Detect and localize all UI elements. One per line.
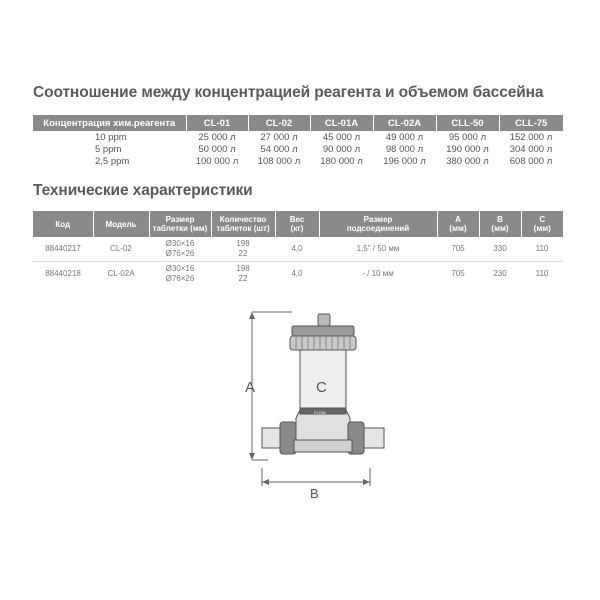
header-tablet-size: Размер таблетки (мм): [149, 211, 211, 237]
table-cell: 27 000 л: [260, 131, 298, 143]
cell-code: 88440218: [45, 269, 81, 278]
table-cell: 45 000 л: [322, 131, 361, 143]
label-b: B: [310, 486, 319, 500]
header-b: B (мм): [479, 211, 521, 237]
table-cell: 380 000 л: [446, 155, 489, 167]
cell-model: CL-02: [93, 237, 149, 262]
model-header-cl-02a: CL-02A: [373, 115, 436, 131]
header-a: A (мм): [437, 211, 479, 237]
row-label: 10 ppm: [95, 131, 127, 143]
concentration-header-label: Концентрация хим.реагента: [33, 115, 186, 131]
chlorinator-dimension-diagram: [230, 300, 390, 500]
section-title-specs: Технические характеристики: [33, 182, 253, 199]
table-cell: 54 000 л: [260, 143, 298, 155]
header-weight: Вес (кг): [275, 211, 319, 237]
header-c: C (мм): [521, 211, 563, 237]
concentration-table: [33, 115, 563, 167]
table-cell: 190 000 л: [446, 143, 489, 155]
model-header-cl-01a: CL-01A: [310, 115, 373, 131]
model-header-cl-02: CL-02: [248, 115, 310, 131]
model-header-cll-75: CLL-75: [499, 115, 563, 131]
label-c: C: [316, 379, 327, 396]
table-cell: 180 000 л: [320, 155, 363, 167]
table-cell: 49 000 л: [385, 131, 424, 143]
cell-connection: - / 10 мм: [362, 269, 394, 278]
cell-a: 705: [451, 269, 465, 278]
table-cell: 108 000 л: [257, 155, 301, 167]
table-cell: 196 000 л: [383, 155, 426, 167]
label-a: A: [245, 379, 256, 396]
concentration-table-header: [33, 115, 563, 131]
table-cell: 95 000 л: [448, 131, 487, 143]
cell-b: 330: [479, 237, 521, 262]
cell-c: 110: [521, 237, 563, 262]
table-cell: 50 000 л: [198, 143, 236, 155]
cell-tablet-size: Ø30×16 Ø76×26: [149, 237, 211, 262]
table-row: [33, 131, 563, 143]
cell-b: 230: [493, 269, 507, 278]
table-cell: 304 000 л: [509, 143, 553, 155]
cell-model: CL-02A: [107, 269, 135, 278]
cell-weight: 4,0: [291, 269, 303, 278]
cell-tablet-count: 198 22: [236, 264, 250, 283]
header-tablet-count: Количество таблеток (шт): [211, 211, 275, 237]
cell-code: 88440217: [33, 237, 93, 262]
header-code: Код: [33, 211, 93, 237]
table-cell: 152 000 л: [509, 131, 553, 143]
table-cell: 608 000 л: [509, 155, 553, 167]
header-connection: Размер подсоединений: [319, 211, 437, 237]
table-row: [33, 237, 563, 262]
cell-tablet-size: Ø30×16 Ø76×26: [165, 264, 195, 283]
cell-tablet-count: 198 22: [211, 237, 275, 262]
specs-table: [33, 211, 563, 286]
table-row: [33, 155, 563, 167]
row-label: 5 ppm: [95, 143, 122, 155]
brand-label: FLOW: [314, 410, 326, 415]
cell-c: 110: [535, 269, 549, 278]
table-row: [33, 262, 563, 287]
header-model: Модель: [93, 211, 149, 237]
table-row: [33, 143, 563, 155]
model-header-cl-01: CL-01: [186, 115, 248, 131]
table-cell: 25 000 л: [198, 131, 236, 143]
row-label: 2,5 ppm: [95, 155, 130, 167]
table-cell: 98 000 л: [385, 143, 424, 155]
model-header-cll-50: CLL-50: [436, 115, 499, 131]
cell-weight: 4,0: [275, 237, 319, 262]
specs-table-header: [33, 211, 563, 237]
cell-a: 705: [437, 237, 479, 262]
table-cell: 100 000 л: [195, 155, 239, 167]
table-cell: 90 000 л: [322, 143, 361, 155]
cell-connection: 1,5" / 50 мм: [319, 237, 437, 262]
section-title-concentration: Соотношение между концентрацией реагента и объемом бассейна: [33, 84, 544, 101]
